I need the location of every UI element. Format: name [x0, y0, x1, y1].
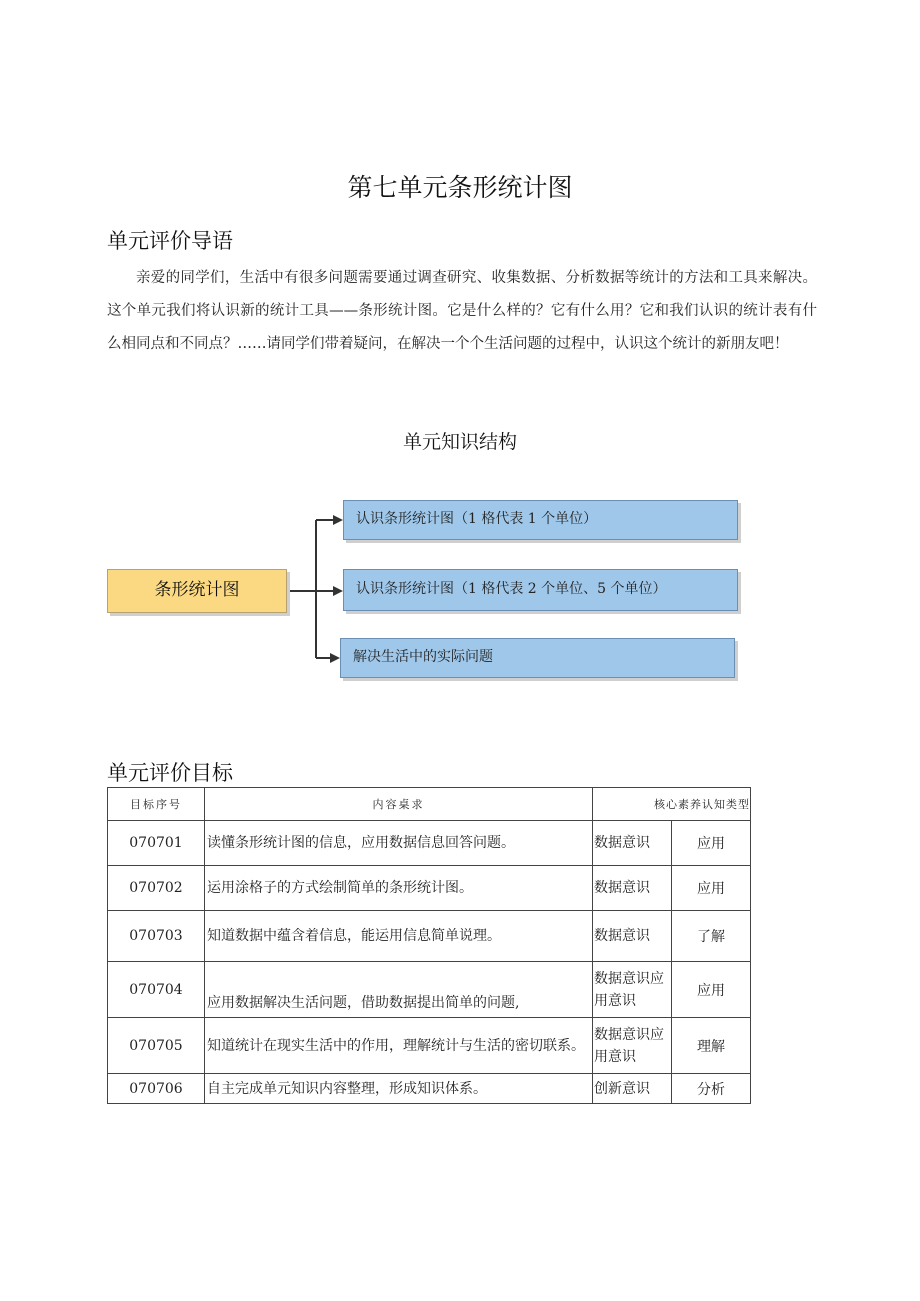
goals-table [107, 787, 751, 1104]
goal-content: 读懂条形统计图的信息，应用数据信息回答问题。 [205, 821, 593, 866]
goal-id: 070702 [108, 866, 205, 911]
structure-heading: 单元知识结构 [402, 431, 517, 453]
goal-id: 070703 [108, 911, 205, 962]
goals-heading: 单元评价目标 [107, 761, 233, 785]
intro-paragraph: 亲爱的同学们，生活中有很多问题需要通过调查研究、收集数据、分析数据等统计的方法和工具来解决。这个单元我们将认识新的统计工具——条形统计图。它是什么样的？它有什么用？它和我们认识的统计表有什么相同点和不同点？……请同学们带着疑问，在解决一个个生活问题的过程中，认识这个统计的新朋友吧！ [107, 270, 817, 352]
intro-heading: 单元评价导语 [107, 229, 233, 253]
goal-type: 了解 [672, 911, 751, 962]
goal-id: 070705 [108, 1018, 205, 1074]
goal-literacy: 数据意识应用意识 [593, 1018, 672, 1074]
knowledge-structure-diagram [0, 480, 920, 700]
table-header-row [108, 788, 751, 821]
page-title: 第七单元条形统计图 [347, 173, 573, 202]
goal-content: 知道数据中蕴含着信息，能运用信息简单说理。 [205, 911, 593, 962]
goal-literacy: 创新意识 [593, 1074, 672, 1104]
goal-type: 理解 [672, 1018, 751, 1074]
goal-type: 应用 [672, 962, 751, 1018]
goal-type: 应用 [672, 866, 751, 911]
goal-literacy: 数据意识 [593, 911, 672, 962]
goal-literacy: 数据意识 [593, 821, 672, 866]
goal-type: 应用 [672, 821, 751, 866]
header-type: 核心素养认知类型 [593, 788, 751, 821]
goal-content: 应用数据解决生活问题，借助数据提出简单的问题, [205, 962, 593, 1018]
goal-content: 自主完成单元知识内容整理，形成知识体系。 [205, 1074, 593, 1104]
goal-type: 分析 [672, 1074, 751, 1104]
table-row [108, 821, 751, 866]
goal-content: 运用涂格子的方式绘制简单的条形统计图。 [205, 866, 593, 911]
header-content: 内容桌求 [205, 788, 593, 821]
arrow-3-icon [330, 653, 340, 663]
goal-content: 知道统计在现实生活中的作用，理解统计与生活的密切联系。 [205, 1018, 593, 1074]
branch-node: 认识条形统计图（1 格代表 1 个单位） [343, 500, 738, 540]
goal-id: 070704 [108, 962, 205, 1018]
header-id: 目标序号 [108, 788, 205, 821]
table-row [108, 1074, 751, 1104]
table-row [108, 962, 751, 1018]
table-row [108, 866, 751, 911]
goal-literacy: 数据意识应用意识 [593, 962, 672, 1018]
branch-node: 认识条形统计图（1 格代表 2 个单位、5 个单位） [343, 569, 738, 611]
goal-id: 070706 [108, 1074, 205, 1104]
table-row [108, 911, 751, 962]
arrow-2-icon [333, 586, 343, 596]
table-row [108, 1018, 751, 1074]
branch-node: 解决生活中的实际问题 [340, 638, 735, 678]
root-node: 条形统计图 [107, 569, 287, 613]
goal-literacy: 数据意识 [593, 866, 672, 911]
arrow-1-icon [333, 515, 343, 525]
goal-id: 070701 [108, 821, 205, 866]
